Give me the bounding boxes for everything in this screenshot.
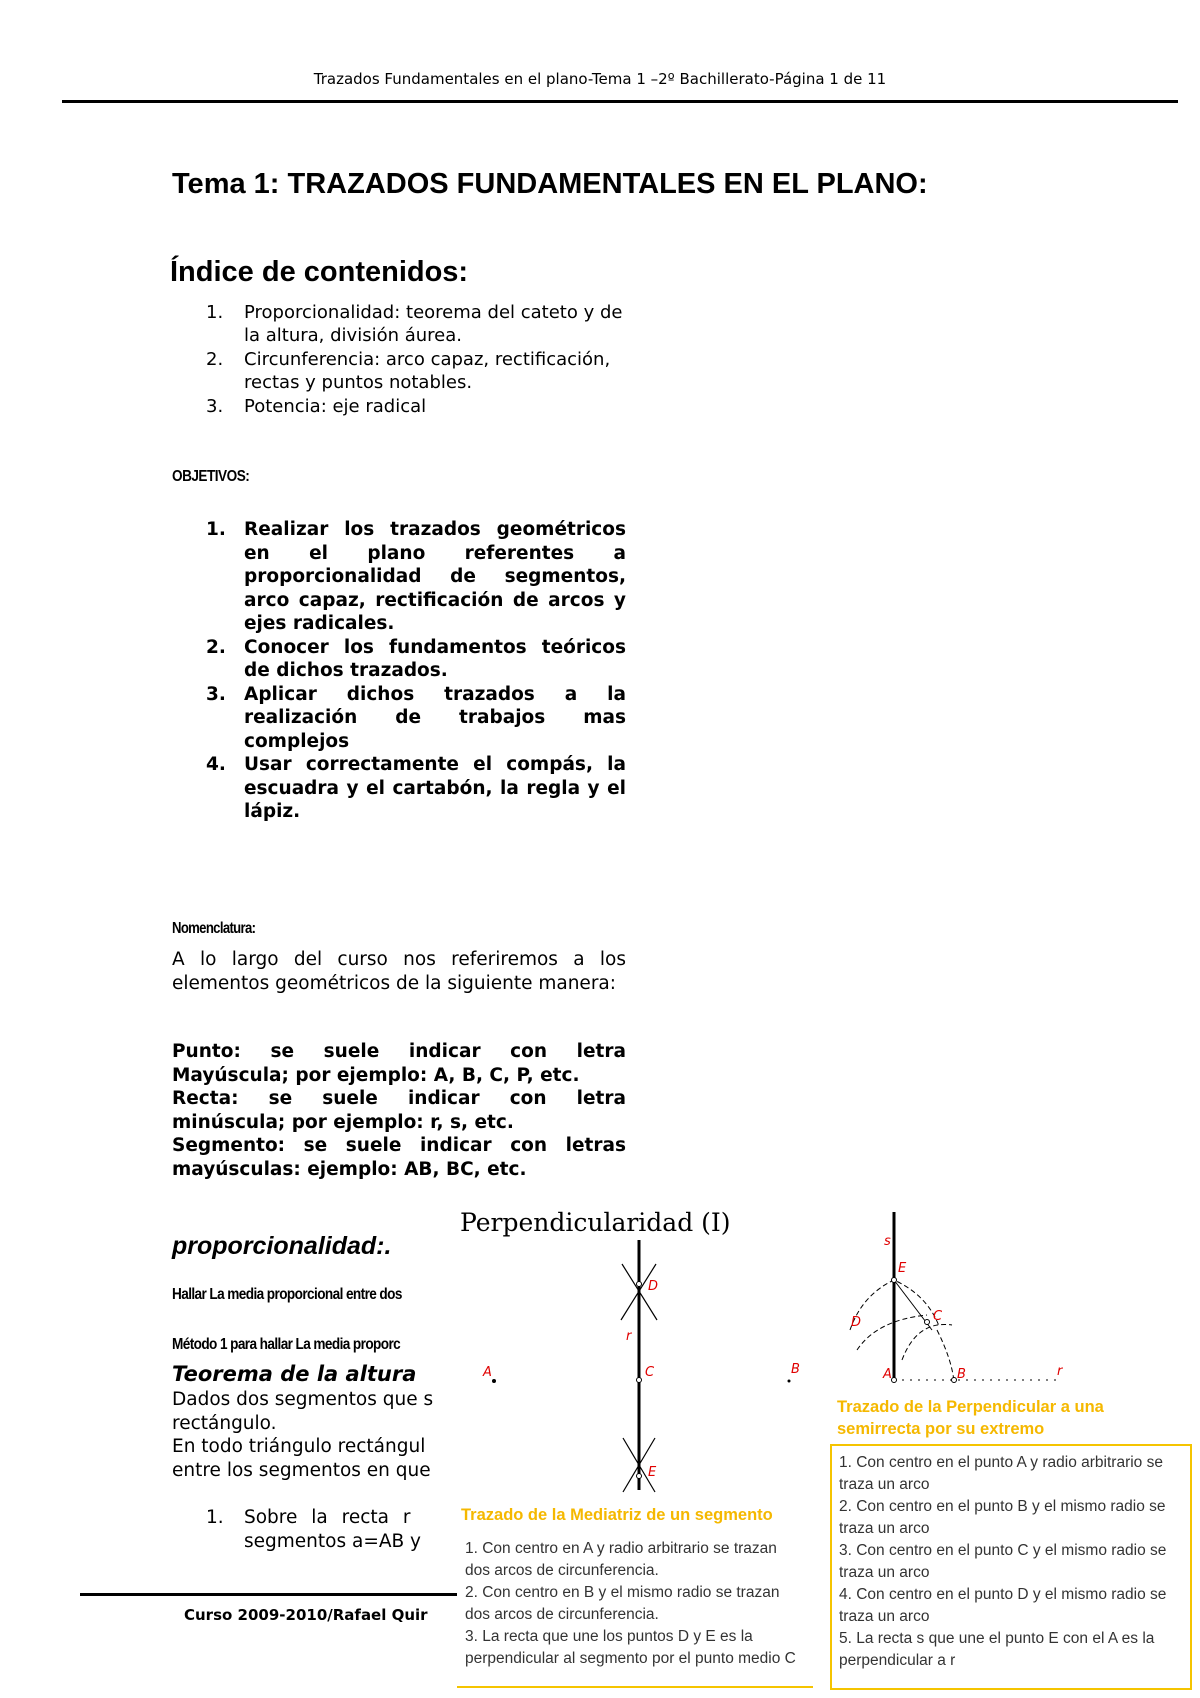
point-d <box>637 1282 642 1287</box>
perpendicular-caption: Trazado de la Perpendicular a una semirrecta por su extremo <box>837 1398 1104 1438</box>
label-perp-d: D <box>851 1315 862 1330</box>
mediatrix-step: 1. Con centro en A y radio arbitrario se trazan dos arcos de circunferencia. <box>465 1540 777 1579</box>
label-r: r <box>626 1329 632 1344</box>
perpendicular-step: 3. Con centro en el punto C y el mismo radio se traza un arco <box>839 1542 1167 1581</box>
label-b: B <box>791 1362 800 1377</box>
definition-point: Punto: se suele indicar con letra Mayúscula; por ejemplo: A, B, C, P, etc. <box>172 1041 626 1086</box>
point-perp-e <box>892 1278 897 1283</box>
label-perp-c: C <box>933 1309 943 1324</box>
document-title: Tema 1: TRAZADOS FUNDAMENTALES EN EL PLANO: <box>172 168 928 200</box>
arc-from-c <box>937 1330 954 1382</box>
objective-item: 3. Aplicar dichos trazados a la realización de trabajos mas complejos <box>206 683 626 752</box>
index-list <box>172 301 632 418</box>
perpendicular-step: 1. Con centro en el punto A y radio arbitrario se traza un arco <box>839 1454 1163 1493</box>
definition-segment: Segmento: se suele indicar con letras mayúsculas: ejemplo: AB, BC, etc. <box>172 1135 626 1180</box>
page-header: Trazados Fundamentales en el plano-Tema 1 –2º Bachillerato-Página 1 de 11 <box>313 70 887 88</box>
label-d: D <box>648 1279 659 1294</box>
perpendicular-step: 4. Con centro en el punto D y el mismo radio se traza un arco <box>839 1586 1167 1625</box>
mediatrix-step: 2. Con centro en B y el mismo radio se trazan dos arcos de circunferencia. <box>465 1584 780 1623</box>
mediatrix-steps-box <box>457 1534 813 1688</box>
point-c <box>637 1378 642 1383</box>
method-heading: Método 1 para hallar La media proporc <box>172 1336 401 1353</box>
mediatrix-caption: Trazado de la Mediatriz de un segmento <box>461 1506 773 1524</box>
objective-item: 1. Realizar los trazados geométricos en el plano referentes a proporcionalidad de segmentos, arco capaz, rectificación de arcos y ejes radicales. <box>206 519 626 634</box>
objectives-heading: OBJETIVOS: <box>172 468 250 485</box>
theorem-heading: Teorema de la altura <box>172 1362 417 1386</box>
objectives-list <box>172 518 626 824</box>
label-c: C <box>645 1365 655 1380</box>
nomenclature-definitions <box>172 1040 626 1181</box>
objective-item: 2. Conocer los fundamentos teóricos de dichos trazados. <box>206 636 626 681</box>
label-a: A <box>483 1365 492 1380</box>
point-b <box>788 1380 791 1383</box>
point-perp-c <box>925 1320 930 1325</box>
theorem-text: Dados dos segmentos que s rectángulo. En todo triángulo rectángul entre los segmentos en que <box>172 1389 434 1481</box>
index-item: 1. Proporcionalidad: teorema del cateto y de la altura, división áurea. <box>206 302 623 347</box>
perpendicular-step: 5. La recta s que une el punto E con el A es la perpendicular a r <box>839 1630 1155 1669</box>
index-item: 2. Circunferencia: arco capaz, rectificación, rectas y puntos notables. <box>206 348 611 394</box>
header-divider <box>62 100 1178 103</box>
perpendicular-steps-box <box>830 1444 1192 1690</box>
figure-title: Perpendicularidad (I) <box>460 1208 731 1237</box>
label-perp-e: E <box>898 1261 907 1276</box>
point-e <box>637 1474 642 1479</box>
nomenclature-intro: A lo largo del curso nos referiremos a los elementos geométricos de la siguiente manera: <box>172 949 626 994</box>
point-a <box>492 1379 496 1383</box>
proportionality-heading: proporcionalidad:. <box>172 1232 392 1260</box>
label-perp-a: A <box>883 1367 892 1382</box>
point-perp-b <box>952 1378 957 1383</box>
mean-proportional-heading: Hallar La media proporcional entre dos <box>172 1286 402 1303</box>
mediatrix-step: 3. La recta que une los puntos D y E es la perpendicular al segmento por el punto medio C <box>465 1628 796 1667</box>
nomenclature-heading: Nomenclatura: <box>172 920 256 937</box>
label-perp-b: B <box>957 1367 966 1382</box>
label-perp-s: s <box>884 1234 891 1249</box>
arc-from-b <box>902 1324 952 1360</box>
label-perp-r: r <box>1057 1364 1063 1379</box>
page-footer: Curso 2009-2010/Rafael Quir <box>184 1606 428 1624</box>
point-perp-a <box>892 1378 897 1383</box>
label-e: E <box>648 1465 657 1480</box>
objective-item: 4. Usar correctamente el compás, la escuadra y el cartabón, la regla y el lápiz. <box>206 754 626 822</box>
index-heading: Índice de contenidos: <box>170 256 469 288</box>
footer-divider <box>80 1593 460 1596</box>
definition-line: Recta: se suele indicar con letra minúscula; por ejemplo: r, s, etc. <box>172 1088 626 1133</box>
arc-from-d <box>857 1315 927 1350</box>
index-item: 3. Potencia: eje radical <box>206 395 427 417</box>
step-item: 1. Sobre la recta r segmentos a=AB y <box>206 1507 421 1552</box>
perpendicular-step: 2. Con centro en el punto B y el mismo radio se traza un arco <box>839 1498 1166 1537</box>
